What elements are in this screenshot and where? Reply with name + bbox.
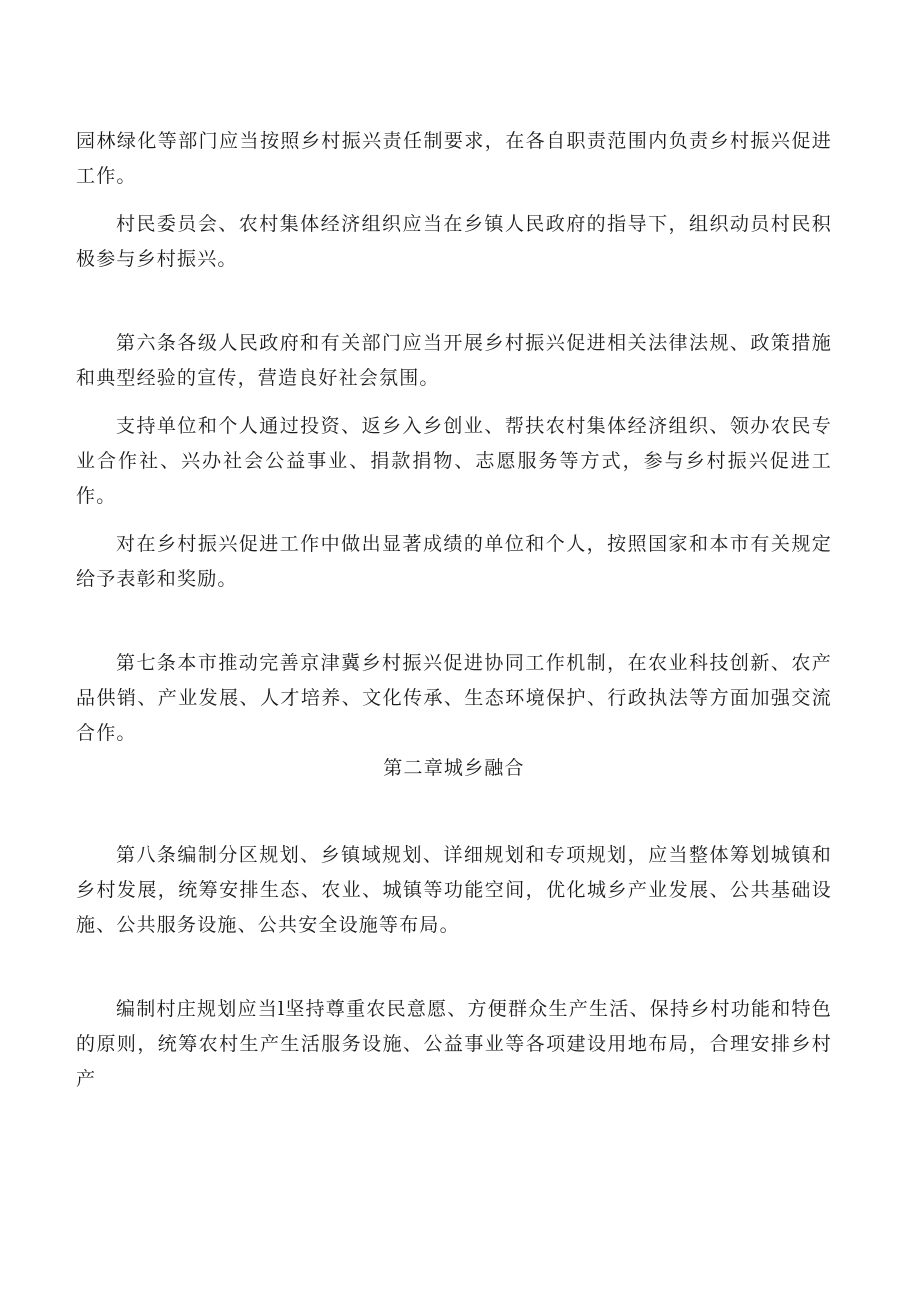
document-body xyxy=(76,124,832,1097)
paragraph-article-7: 第七条本市推动完善京津冀乡村振兴促进协同工作机制，在农业科技创新、农产品供销、产业发展、人才培养、文化传承、生态环境保护、行政执法等方面加强交流合作。 xyxy=(76,652,832,744)
paragraph-support-units: 支持单位和个人通过投资、返乡入乡创业、帮扶农村集体经济组织、领办农民专业合作社、兴办社会公益事业、捐款捐物、志愿服务等方式，参与乡村振兴促进工作。 xyxy=(76,415,832,507)
paragraph-article-8: 第八条编制分区规划、乡镇域规划、详细规划和专项规划，应当整体筹划城镇和乡村发展，统筹安排生态、农业、城镇等功能空间，优化城乡产业发展、公共基础设施、公共服务设施、公共安全设施等布局。 xyxy=(76,844,832,936)
paragraph-article-6: 第六条各级人民政府和有关部门应当开展乡村振兴促进相关法律法规、政策措施和典型经验的宣传，营造良好社会氛围。 xyxy=(76,332,832,389)
paragraph-continuation: 园林绿化等部门应当按照乡村振兴责任制要求，在各自职责范围内负责乡村振兴促进工作。 xyxy=(76,130,832,187)
paragraph-commendation: 对在乡村振兴促进工作中做出显著成绩的单位和个人，按照国家和本市有关规定给予表彰和奖励。 xyxy=(76,533,832,590)
paragraph-village-committee: 村民委员会、农村集体经济组织应当在乡镇人民政府的指导下，组织动员村民积极参与乡村振兴。 xyxy=(76,213,832,270)
paragraph-village-planning: 编制村庄规划应当l坚持尊重农民意愿、方便群众生产生活、保持乡村功能和特色的原则，统筹农村生产生活服务设施、公益事业等各项建设用地布局，合理安排乡村产 xyxy=(76,998,832,1090)
chapter-heading: 第二章城乡融合 xyxy=(383,757,525,779)
